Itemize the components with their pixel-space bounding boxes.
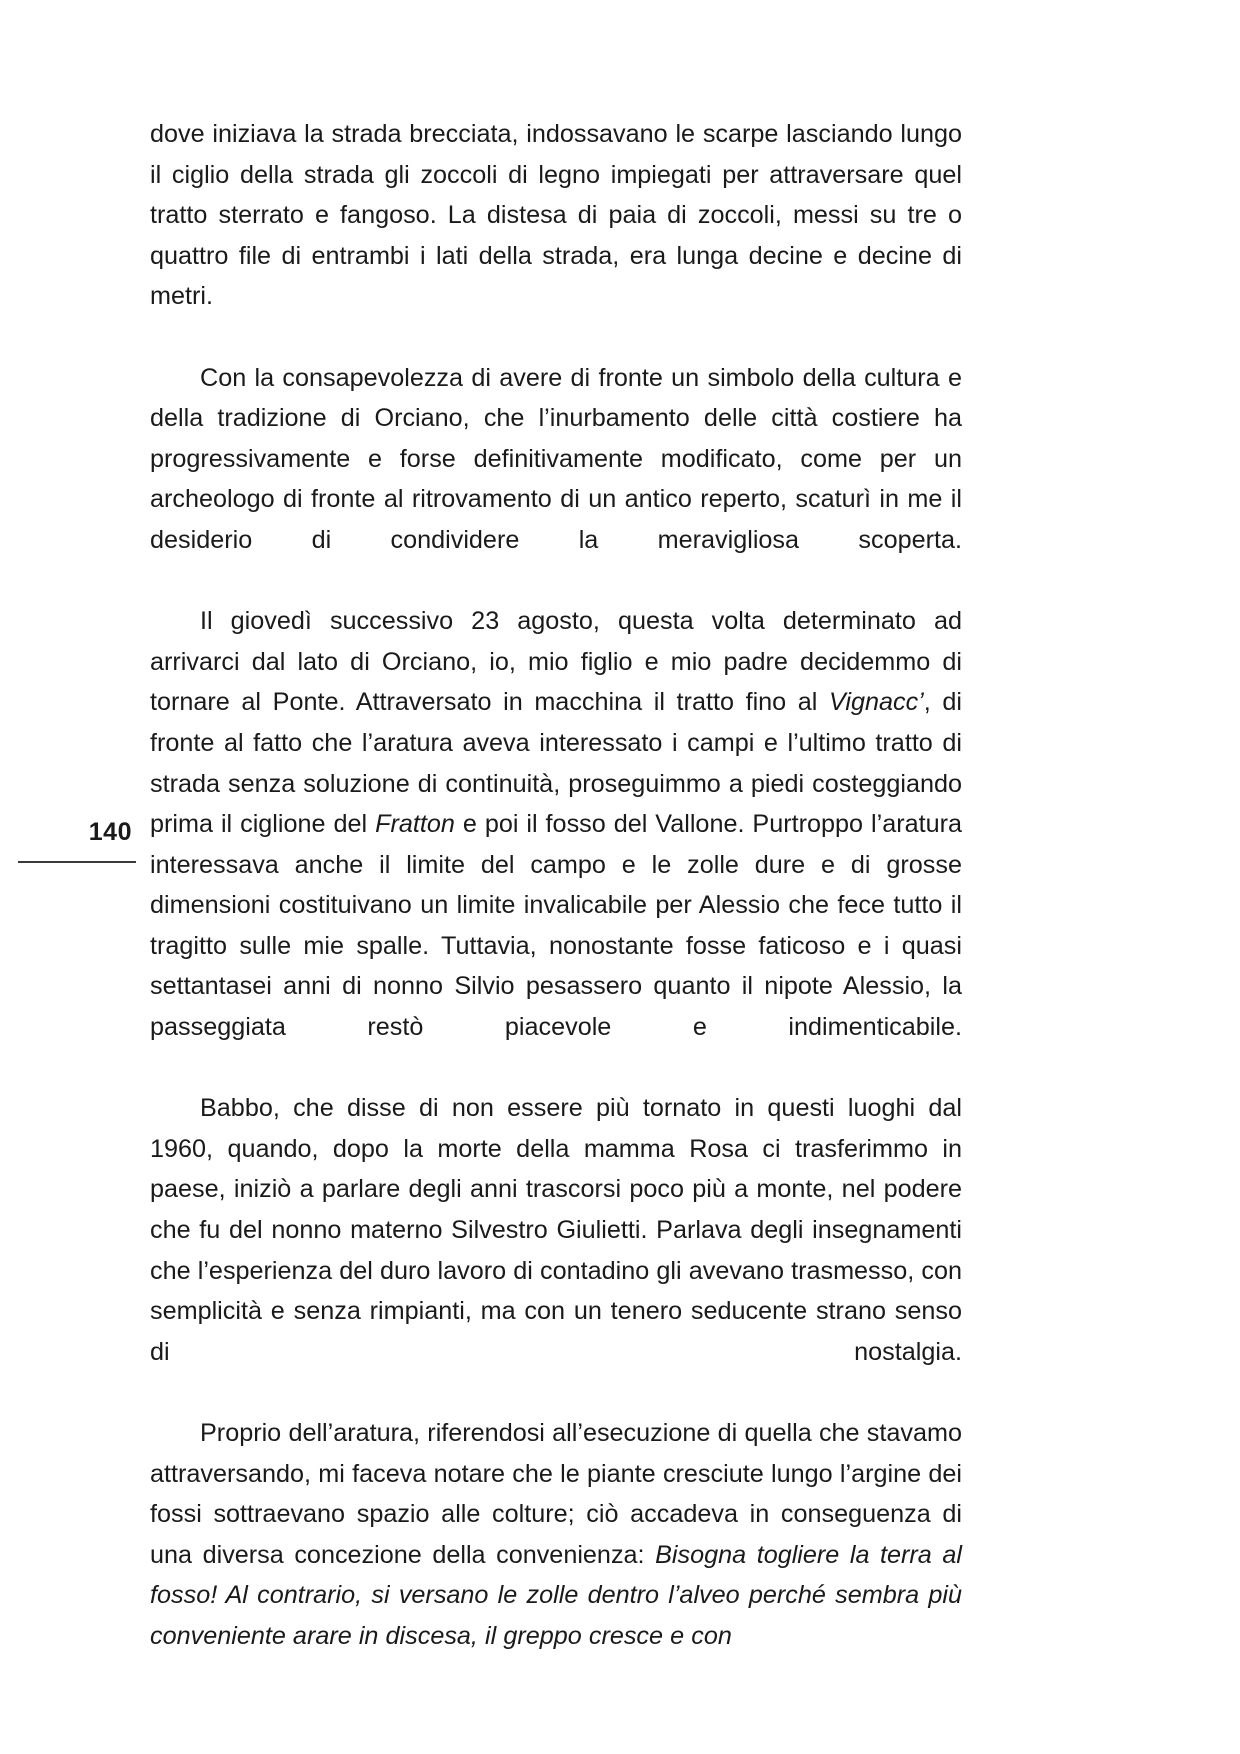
text-column	[150, 114, 962, 1657]
paragraph-3-segment-3: , di fronte al fatto che l’aratura aveva interessato i campi e l’ultimo tratto di strada senza soluzione di continuità, proseguimmo a piedi costeggiando prima il ciglione del	[150, 688, 963, 839]
paragraph-5	[150, 1413, 962, 1657]
paragraph-3-segment-1: Il giovedì successivo 23 agosto, questa volta determinato ad arrivarci dal lato di Orciano, io, mio figlio e mio padre decidemmo di tornare al Ponte. Attraversato in macchina il tratto fino al	[150, 607, 962, 717]
paragraph-2: Con la consapevolezza di avere di fronte un simbolo della cultura e della tradizione di Orciano, che l’inurbamento delle città costiere ha progressivamente e forse definitivamente modificato, come per un archeologo di fronte al ritrovamento di un antico reperto, scaturì in me il desiderio di condividere la meravigliosa scoperta.	[150, 363, 962, 554]
paragraph-3-segment-5: e poi il fosso del Vallone. Purtroppo l’aratura interessava anche il limite del campo e le zolle dure e di grosse dimensioni costituivano un limite invalicabile per Alessio che fece tutto il tragitto sulle mie spalle. Tuttavia, nonostante fosse faticoso e i quasi settantasei anni di nonno Silvio pesassero quanto il nipote Alessio, la passeggiata restò piacevole e indimenticabile.	[150, 810, 963, 1042]
paragraph-4: Babbo, che disse di non essere più tornato in questi luoghi dal 1960, quando, dopo la morte della mamma Rosa ci trasferimmo in paese, iniziò a parlare degli anni trascorsi poco più a monte, nel podere che fu del nonno materno Silvestro Giulietti. Parlava degli insegnamenti che l’esperienza del duro lavoro di contadino gli avevano trasmesso, con semplicità e senza rimpianti, ma con un tenero seducente strano senso di nostalgia.	[150, 1094, 962, 1366]
place-name-fratton: Fratton	[375, 810, 455, 839]
folio-block	[18, 820, 136, 863]
folio-rule	[18, 861, 136, 863]
paragraph-1: dove iniziava la strada brecciata, indossavano le scarpe lasciando lungo il ciglio della strada gli zoccoli di legno impiegati per attraversare quel tratto sterrato e fangoso. La distesa di paia di zoccoli, messi su tre o quattro file di entrambi i lati della strada, era lunga decine e decine di metri.	[150, 120, 962, 311]
quoted-speech-italic: Bisogna togliere la terra al fosso! Al contrario, si versano le zolle dentro l’alveo perché sembra più conveniente arare in discesa, il greppo cresce e con	[150, 1540, 962, 1650]
paragraph-5-segment-1: Proprio dell’aratura, riferendosi all’esecuzione di quella che stavamo attraversando, mi faceva notare che le piante cresciute lungo l’argine dei fossi sottraevano spazio alle colture; ciò accadeva in conseguenza di una diversa concezione della convenienza:	[150, 1419, 962, 1569]
paragraph-3	[150, 601, 962, 1088]
place-name-vignacc: Vignacc’	[829, 688, 924, 717]
page-number: 140	[88, 818, 132, 846]
